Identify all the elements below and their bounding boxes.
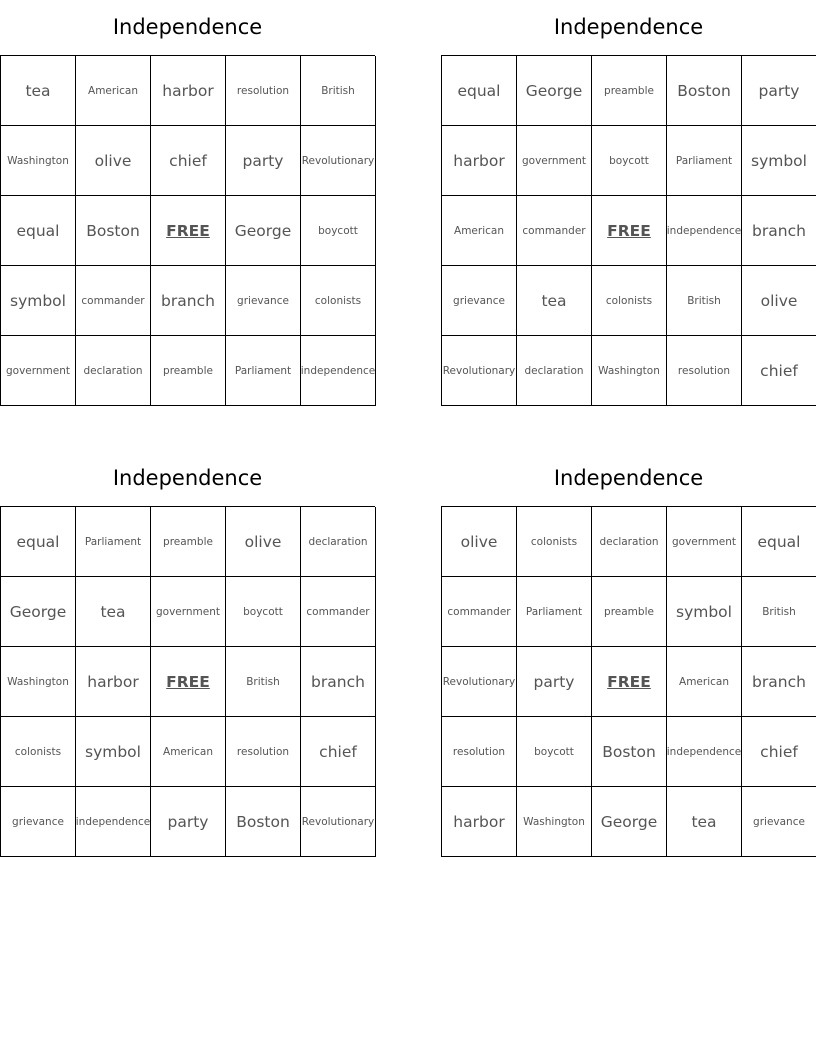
bingo-cell: boycott	[517, 717, 592, 787]
bingo-cell: Parliament	[226, 336, 301, 406]
bingo-cell: American	[76, 56, 151, 126]
bingo-cell: declaration	[592, 507, 667, 577]
bingo-cell: preamble	[592, 577, 667, 647]
bingo-cell: declaration	[517, 336, 592, 406]
bingo-cell: chief	[151, 126, 226, 196]
bingo-card	[441, 0, 816, 406]
bingo-cell: symbol	[1, 266, 76, 336]
bingo-cell: branch	[742, 196, 816, 266]
bingo-cell: independence	[667, 196, 742, 266]
bingo-cell: olive	[76, 126, 151, 196]
bingo-cell: British	[742, 577, 816, 647]
bingo-cell: party	[517, 647, 592, 717]
bingo-cell: tea	[667, 787, 742, 857]
card-title: Independence	[553, 466, 704, 490]
bingo-cell: grievance	[742, 787, 816, 857]
bingo-cell: harbor	[151, 56, 226, 126]
bingo-cell: George	[517, 56, 592, 126]
bingo-cell: preamble	[151, 336, 226, 406]
bingo-cell: olive	[226, 507, 301, 577]
bingo-cell: harbor	[442, 126, 517, 196]
bingo-cell: branch	[742, 647, 816, 717]
bingo-cell: Parliament	[76, 507, 151, 577]
bingo-cell: equal	[1, 507, 76, 577]
bingo-cell: Parliament	[667, 126, 742, 196]
bingo-cell: tea	[517, 266, 592, 336]
bingo-cell: olive	[742, 266, 816, 336]
bingo-cell: American	[667, 647, 742, 717]
bingo-cell: Boston	[592, 717, 667, 787]
bingo-cell: Revolutionary	[442, 336, 517, 406]
bingo-cell: resolution	[442, 717, 517, 787]
bingo-cell: colonists	[592, 266, 667, 336]
bingo-cell: Boston	[76, 196, 151, 266]
bingo-cell: symbol	[742, 126, 816, 196]
bingo-cell: preamble	[592, 56, 667, 126]
bingo-cell: boycott	[226, 577, 301, 647]
bingo-card	[441, 451, 816, 857]
bingo-cell: resolution	[226, 56, 301, 126]
bingo-cell: Revolutionary	[301, 126, 376, 196]
bingo-cell: independence	[301, 336, 376, 406]
bingo-cell: resolution	[667, 336, 742, 406]
bingo-cell: branch	[301, 647, 376, 717]
bingo-cell: American	[442, 196, 517, 266]
free-space-cell: FREE	[151, 196, 226, 266]
bingo-cell: party	[742, 56, 816, 126]
bingo-cell: tea	[1, 56, 76, 126]
bingo-cell: American	[151, 717, 226, 787]
card-title: Independence	[553, 15, 704, 39]
bingo-cell: Parliament	[517, 577, 592, 647]
bingo-cell: declaration	[76, 336, 151, 406]
bingo-cell: equal	[742, 507, 816, 577]
bingo-cell: boycott	[301, 196, 376, 266]
bingo-cell: grievance	[226, 266, 301, 336]
bingo-cell: branch	[151, 266, 226, 336]
bingo-grid	[0, 506, 375, 857]
bingo-cell: Boston	[667, 56, 742, 126]
bingo-cell: British	[226, 647, 301, 717]
free-space-cell: FREE	[592, 647, 667, 717]
bingo-cell: chief	[742, 717, 816, 787]
bingo-cell: preamble	[151, 507, 226, 577]
bingo-grid	[441, 506, 816, 857]
bingo-cell: government	[1, 336, 76, 406]
bingo-cell: commander	[442, 577, 517, 647]
bingo-cell: tea	[76, 577, 151, 647]
bingo-cell: government	[151, 577, 226, 647]
bingo-cell: Washington	[517, 787, 592, 857]
bingo-cell: equal	[442, 56, 517, 126]
bingo-cell: Washington	[592, 336, 667, 406]
bingo-cell: independence	[76, 787, 151, 857]
bingo-cell: commander	[517, 196, 592, 266]
bingo-cell: Revolutionary	[442, 647, 517, 717]
bingo-cell: chief	[301, 717, 376, 787]
bingo-cell: government	[667, 507, 742, 577]
bingo-cell: colonists	[1, 717, 76, 787]
bingo-cell: declaration	[301, 507, 376, 577]
bingo-cell: colonists	[517, 507, 592, 577]
bingo-cell: British	[667, 266, 742, 336]
bingo-cell: equal	[1, 196, 76, 266]
bingo-cell: harbor	[76, 647, 151, 717]
bingo-grid	[441, 55, 816, 406]
bingo-cell: party	[226, 126, 301, 196]
bingo-cell: party	[151, 787, 226, 857]
bingo-cell: Washington	[1, 126, 76, 196]
free-space-cell: FREE	[151, 647, 226, 717]
bingo-cell: independence	[667, 717, 742, 787]
bingo-cell: symbol	[667, 577, 742, 647]
bingo-cell: grievance	[1, 787, 76, 857]
card-title: Independence	[112, 466, 263, 490]
bingo-cell: George	[226, 196, 301, 266]
bingo-cell: symbol	[76, 717, 151, 787]
bingo-card	[0, 0, 375, 406]
bingo-cell: harbor	[442, 787, 517, 857]
bingo-cell: Washington	[1, 647, 76, 717]
bingo-cell: resolution	[226, 717, 301, 787]
bingo-card	[0, 451, 375, 857]
free-space-cell: FREE	[592, 196, 667, 266]
bingo-cell: commander	[301, 577, 376, 647]
bingo-cell: British	[301, 56, 376, 126]
bingo-cell: chief	[742, 336, 816, 406]
bingo-cell: government	[517, 126, 592, 196]
bingo-grid	[0, 55, 375, 406]
bingo-cell: George	[1, 577, 76, 647]
bingo-cell: George	[592, 787, 667, 857]
bingo-cell: Boston	[226, 787, 301, 857]
bingo-cell: Revolutionary	[301, 787, 376, 857]
bingo-cell: grievance	[442, 266, 517, 336]
bingo-cell: commander	[76, 266, 151, 336]
bingo-cell: colonists	[301, 266, 376, 336]
card-title: Independence	[112, 15, 263, 39]
bingo-cell: boycott	[592, 126, 667, 196]
bingo-cell: olive	[442, 507, 517, 577]
